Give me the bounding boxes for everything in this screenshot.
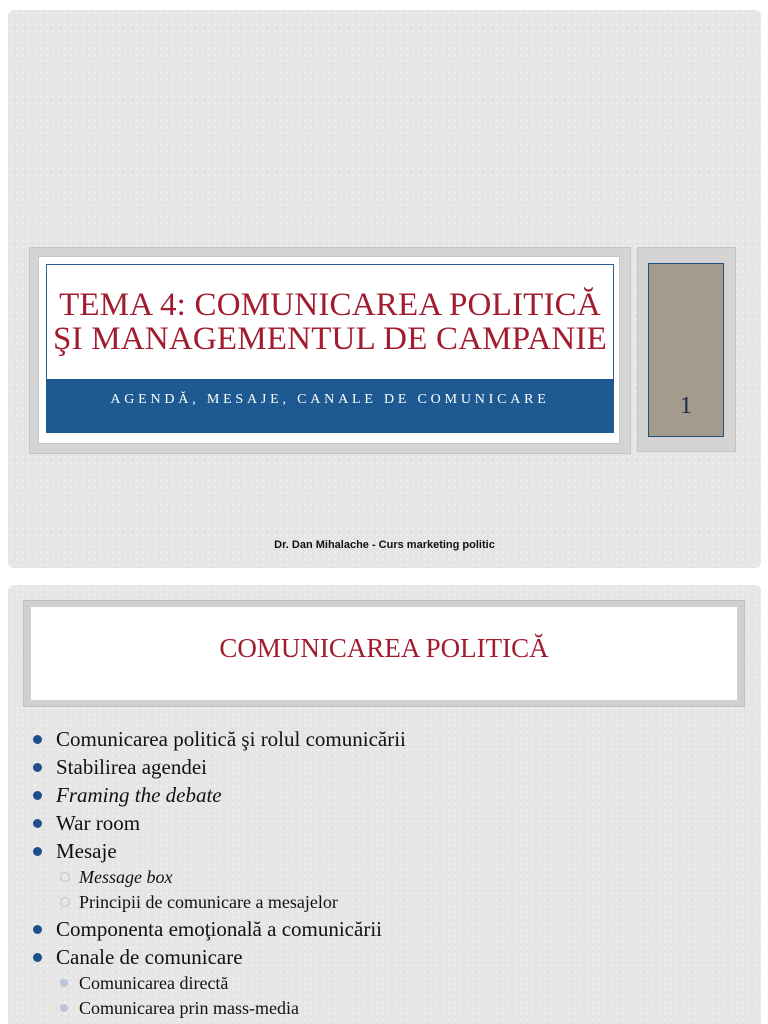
bullet-text: Comunicarea politică şi rolul comunicării [56, 727, 406, 751]
subtitle-band [46, 379, 614, 433]
bullet-text: Stabilirea agendei [56, 755, 208, 779]
bullet-dot-icon [33, 925, 42, 934]
bullet-dot-icon [33, 791, 42, 800]
bullet-dot-icon [60, 1004, 68, 1012]
slide-number-box [648, 263, 724, 437]
sub-bullet-item [8, 890, 761, 915]
bullet-item [8, 781, 761, 809]
slide-footer: Dr. Dan Mihalache - Curs marketing politic [274, 539, 495, 551]
bullet-text: Message box [79, 867, 173, 887]
slide-title: COMUNICAREA POLITICĂ [219, 633, 549, 663]
bullet-text: Mesaje [56, 839, 117, 863]
bullet-dot-icon [33, 735, 42, 744]
bullet-item [8, 725, 761, 753]
title-placeholder-frame [29, 247, 631, 454]
bullet-item [8, 943, 761, 971]
bullet-item [8, 915, 761, 943]
bullet-dot-icon [33, 953, 42, 962]
bullet-item [8, 809, 761, 837]
title-area [46, 264, 614, 379]
bullet-text: Comunicarea prin mass-media [79, 998, 299, 1018]
slide-2 [8, 585, 761, 1024]
title-placeholder [38, 256, 620, 444]
slide-number-frame [637, 247, 736, 452]
title-placeholder-frame [23, 600, 745, 707]
bullet-text: Framing the debate [56, 783, 222, 807]
bullet-text: Componenta emoţională a comunicării [56, 917, 382, 941]
bullet-dot-icon [33, 847, 42, 856]
title-placeholder [31, 607, 737, 700]
bullet-list [8, 725, 761, 1021]
sub-bullet-item [8, 865, 761, 890]
bullet-text: Comunicarea directă [79, 973, 229, 993]
bullet-dot-icon [33, 819, 42, 828]
bullet-ring-icon [60, 897, 70, 907]
bullet-ring-icon [60, 872, 70, 882]
sub-bullet-item [8, 996, 761, 1021]
slide-title: TEMA 4: COMUNICAREA POLITICĂ ŞI MANAGEMENTUL DE CAMPANIE [53, 287, 607, 357]
bullet-text: War room [56, 811, 141, 835]
slide-number: 1 [680, 393, 692, 419]
bullet-text: Principii de comunicare a mesajelor [79, 892, 338, 912]
slide-subtitle: AGENDĂ, MESAJE, CANALE DE COMUNICARE [110, 392, 550, 407]
bullet-item [8, 837, 761, 865]
bullet-text: Canale de comunicare [56, 945, 243, 969]
bullet-dot-icon [33, 763, 42, 772]
bullet-item [8, 753, 761, 781]
bullet-dot-icon [60, 979, 68, 987]
slide-1 [8, 10, 761, 568]
sub-bullet-item [8, 971, 761, 996]
